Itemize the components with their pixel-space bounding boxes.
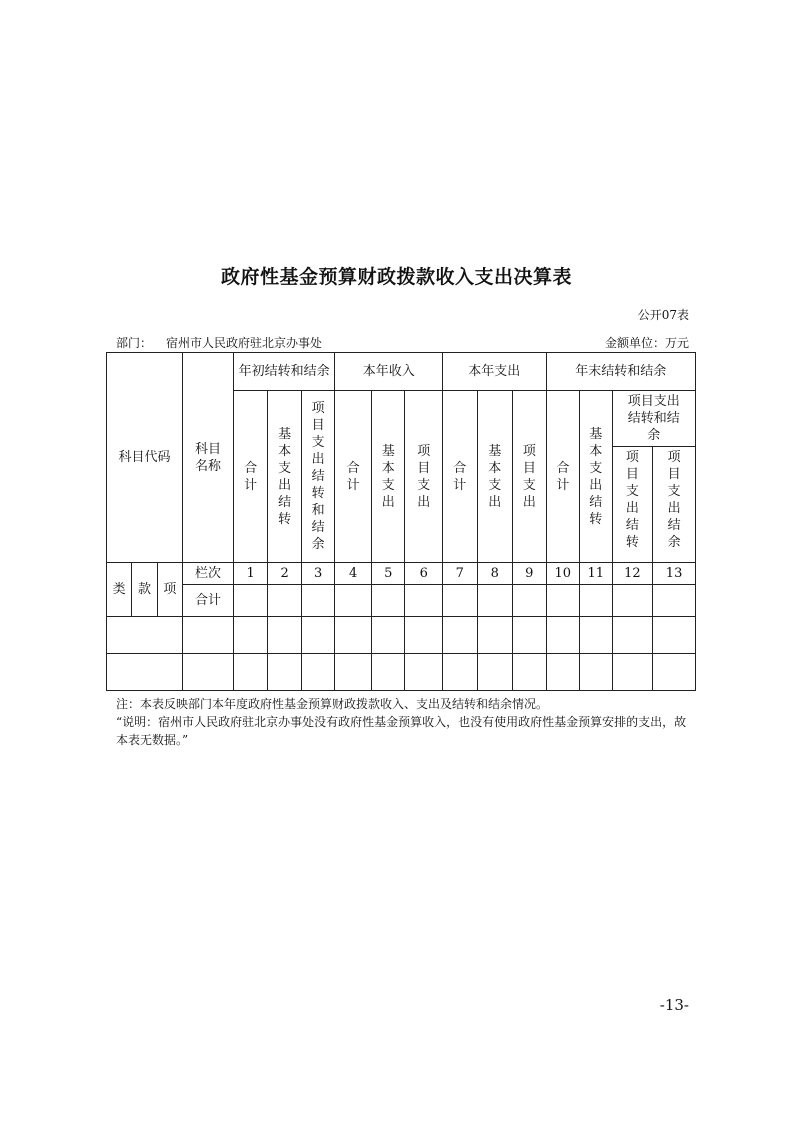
column-index-cell: 8 bbox=[477, 563, 513, 585]
row-label-total: 合计 bbox=[183, 585, 234, 617]
data-cell bbox=[612, 654, 653, 691]
header-expense-project: 项目支出 bbox=[513, 391, 547, 563]
form-number: 公开07表 bbox=[637, 308, 689, 322]
budget-table bbox=[106, 352, 696, 691]
data-cell bbox=[513, 617, 547, 654]
data-cell bbox=[443, 617, 478, 654]
header-opening-project: 项目支出结转和结余 bbox=[301, 391, 335, 563]
table-row bbox=[107, 654, 696, 691]
column-index-cell: 5 bbox=[371, 563, 405, 585]
data-cell bbox=[405, 654, 443, 691]
data-cell bbox=[107, 654, 183, 691]
data-cell bbox=[612, 585, 653, 617]
data-cell bbox=[233, 654, 268, 691]
table-explanation: “说明：宿州市人民政府驻北京办事处没有政府性基金预算收入，也没有使用政府性基金预算安排的支出，故本表无数据。” bbox=[116, 715, 687, 747]
header-closing-project-carry: 项目支出结转 bbox=[612, 447, 653, 563]
data-cell bbox=[653, 654, 696, 691]
data-cell bbox=[301, 654, 335, 691]
data-cell bbox=[107, 617, 183, 654]
data-cell bbox=[371, 617, 405, 654]
data-cell bbox=[477, 585, 513, 617]
data-cell bbox=[405, 617, 443, 654]
data-cell bbox=[477, 654, 513, 691]
notes bbox=[116, 695, 696, 749]
data-cell bbox=[477, 617, 513, 654]
data-cell bbox=[580, 585, 612, 617]
header-opening-basic: 基本支出结转 bbox=[268, 391, 302, 563]
data-cell bbox=[233, 617, 268, 654]
column-index-cell: 3 bbox=[301, 563, 335, 585]
data-cell bbox=[580, 617, 612, 654]
data-cell bbox=[268, 585, 302, 617]
data-cell bbox=[513, 654, 547, 691]
data-cell bbox=[371, 654, 405, 691]
amount-unit: 金额单位：万元 bbox=[604, 336, 689, 350]
data-cell bbox=[405, 585, 443, 617]
header-closing-project-group: 项目支出结转和结余 bbox=[612, 391, 695, 447]
data-cell bbox=[335, 585, 372, 617]
column-index-cell: 9 bbox=[513, 563, 547, 585]
header-subject-name: 科目名称 bbox=[183, 353, 234, 563]
table-row bbox=[107, 617, 696, 654]
header-closing-total: 合计 bbox=[546, 391, 580, 563]
table-note: 注：本表反映部门本年度政府性基金预算财政拨款收入、支出及结转和结余情况。 bbox=[116, 697, 549, 711]
header-section: 款 bbox=[132, 563, 157, 617]
column-index-cell: 6 bbox=[405, 563, 443, 585]
data-cell bbox=[371, 585, 405, 617]
header-opening-balance: 年初结转和结余 bbox=[233, 353, 335, 391]
header-income-basic: 基本支出 bbox=[371, 391, 405, 563]
data-cell bbox=[183, 654, 234, 691]
header-income-total: 合计 bbox=[335, 391, 372, 563]
data-cell bbox=[546, 654, 580, 691]
column-index-cell: 11 bbox=[580, 563, 612, 585]
data-cell bbox=[653, 617, 696, 654]
header-closing-balance: 年末结转和结余 bbox=[546, 353, 695, 391]
column-index-cell: 1 bbox=[233, 563, 268, 585]
column-index-cell: 13 bbox=[653, 563, 696, 585]
data-cell bbox=[443, 585, 478, 617]
header-closing-project-balance: 项目支出结余 bbox=[653, 447, 696, 563]
data-cell bbox=[301, 585, 335, 617]
header-category: 类 bbox=[107, 563, 132, 617]
header-expense-basic: 基本支出 bbox=[477, 391, 513, 563]
header-expense-total: 合计 bbox=[443, 391, 478, 563]
department-line bbox=[116, 334, 322, 351]
data-cell bbox=[653, 585, 696, 617]
header-closing-basic: 基本支出结转 bbox=[580, 391, 612, 563]
data-cell bbox=[335, 617, 372, 654]
header-item: 项 bbox=[157, 563, 182, 617]
data-cell bbox=[546, 617, 580, 654]
department-label: 部门： bbox=[116, 336, 153, 350]
data-cell bbox=[443, 654, 478, 691]
department-value: 宿州市人民政府驻北京办事处 bbox=[166, 336, 323, 350]
data-cell bbox=[513, 585, 547, 617]
column-index-cell: 7 bbox=[443, 563, 478, 585]
data-cell bbox=[612, 617, 653, 654]
data-cell bbox=[268, 654, 302, 691]
header-subject-code: 科目代码 bbox=[107, 353, 183, 563]
data-cell bbox=[268, 617, 302, 654]
data-cell bbox=[580, 654, 612, 691]
data-cell bbox=[335, 654, 372, 691]
row-label-column-index: 栏次 bbox=[183, 563, 234, 585]
header-current-income: 本年收入 bbox=[335, 353, 443, 391]
column-index-cell: 4 bbox=[335, 563, 372, 585]
header-opening-total: 合计 bbox=[233, 391, 268, 563]
page-title: 政府性基金预算财政拨款收入支出决算表 bbox=[220, 266, 572, 288]
data-cell bbox=[233, 585, 268, 617]
data-cell bbox=[546, 585, 580, 617]
header-current-expense: 本年支出 bbox=[443, 353, 547, 391]
header-income-project: 项目支出 bbox=[405, 391, 443, 563]
column-index-cell: 12 bbox=[612, 563, 653, 585]
page-number: -13- bbox=[659, 996, 689, 1014]
column-index-cell: 10 bbox=[546, 563, 580, 585]
column-index-cell: 2 bbox=[268, 563, 302, 585]
data-cell bbox=[183, 617, 234, 654]
data-cell bbox=[301, 617, 335, 654]
